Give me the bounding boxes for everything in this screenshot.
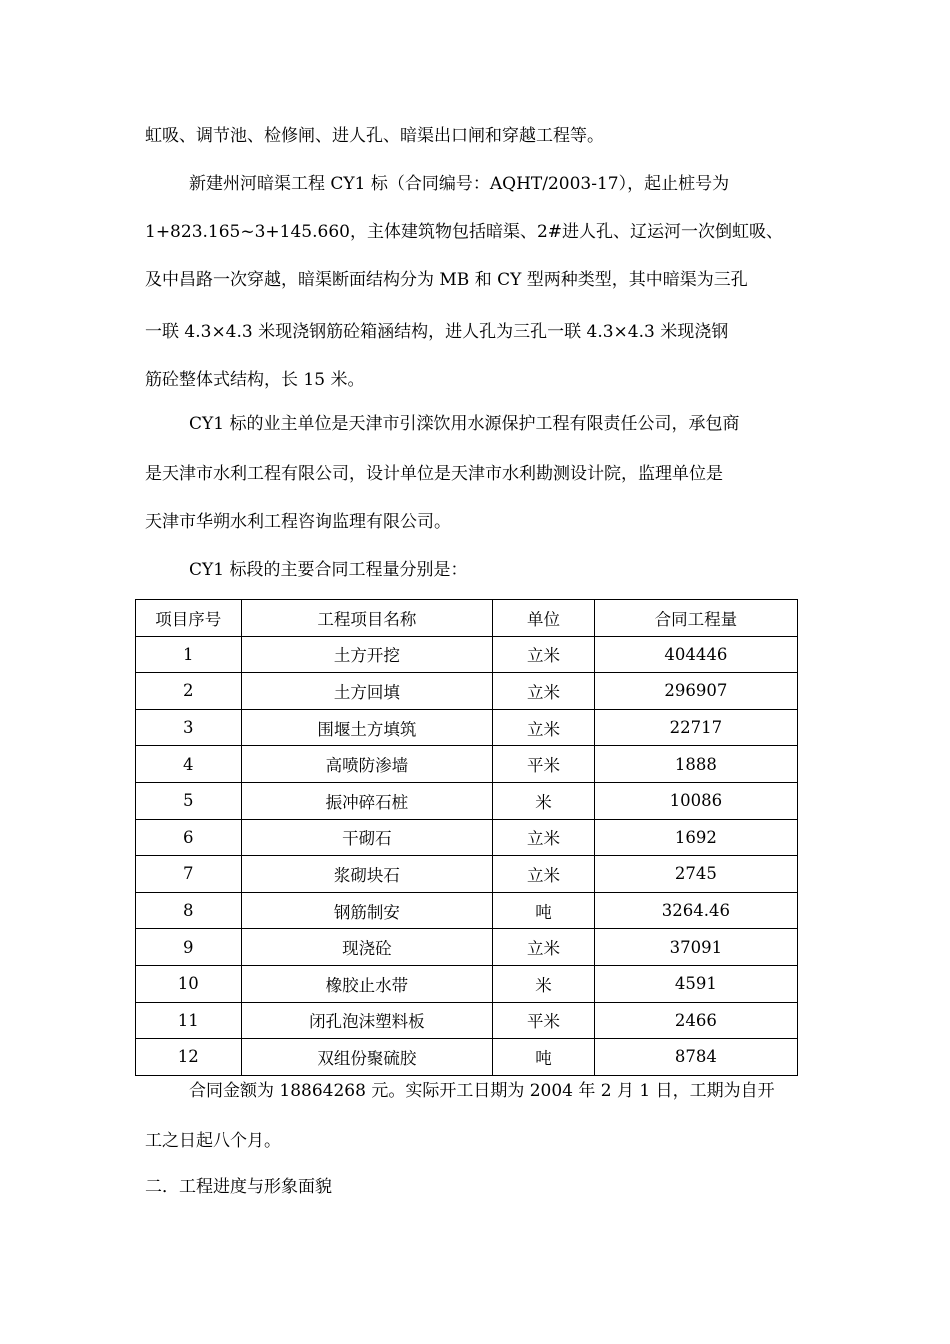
cell-unit: 平米	[493, 1002, 595, 1039]
paragraph-line: 虹吸、调节池、检修闸、进人孔、暗渠出口闸和穿越工程等。	[145, 126, 604, 146]
cell-item-no: 1	[136, 636, 242, 673]
cell-unit: 吨	[493, 1039, 595, 1076]
cell-item-no: 4	[136, 746, 242, 783]
cell-unit: 立米	[493, 636, 595, 673]
cell-item-no: 12	[136, 1039, 242, 1076]
paragraph-line: 合同金额为 18864268 元。实际开工日期为 2004 年 2 月 1 日，工期为自开	[189, 1081, 775, 1101]
paragraph-line: 1+823.165~3+145.660，主体建筑物包括暗渠、2#进人孔、辽运河一次倒虹吸、	[145, 222, 784, 242]
table-row	[136, 1002, 798, 1039]
header-item-name: 工程项目名称	[241, 600, 493, 637]
cell-unit: 平米	[493, 746, 595, 783]
cell-item-no: 7	[136, 856, 242, 893]
cell-item-name: 振冲碎石桩	[241, 782, 493, 819]
cell-item-name: 土方开挖	[241, 636, 493, 673]
cell-item-name: 闭孔泡沫塑料板	[241, 1002, 493, 1039]
cell-unit: 立米	[493, 856, 595, 893]
cell-item-name: 双组份聚硫胶	[241, 1039, 493, 1076]
cell-item-no: 2	[136, 673, 242, 710]
paragraph-line: 新建州河暗渠工程 CY1 标（合同编号：AQHT/2003-17），起止桩号为	[189, 174, 730, 194]
cell-unit: 立米	[493, 819, 595, 856]
table-row	[136, 965, 798, 1002]
paragraph-line: 一联 4.3×4.3 米现浇钢筋砼箱涵结构，进人孔为三孔一联 4.3×4.3 米现浇钢	[145, 322, 729, 342]
cell-quantity: 8784	[594, 1039, 797, 1076]
cell-unit: 米	[493, 782, 595, 819]
paragraph-line: 是天津市水利工程有限公司，设计单位是天津市水利勘测设计院，监理单位是	[145, 464, 723, 484]
table-row	[136, 819, 798, 856]
cell-item-no: 10	[136, 965, 242, 1002]
table-row	[136, 746, 798, 783]
cell-unit: 立米	[493, 709, 595, 746]
cell-item-no: 3	[136, 709, 242, 746]
cell-quantity: 404446	[594, 636, 797, 673]
table-header-row	[136, 600, 798, 637]
cell-quantity: 1888	[594, 746, 797, 783]
cell-item-no: 11	[136, 1002, 242, 1039]
table-row	[136, 709, 798, 746]
cell-unit: 吨	[493, 892, 595, 929]
header-item-no: 项目序号	[136, 600, 242, 637]
paragraph-line: 工之日起八个月。	[145, 1131, 281, 1151]
cell-quantity: 22717	[594, 709, 797, 746]
cell-item-name: 浆砌块石	[241, 856, 493, 893]
table-row	[136, 856, 798, 893]
header-unit: 单位	[493, 600, 595, 637]
table-row	[136, 636, 798, 673]
cell-item-no: 9	[136, 929, 242, 966]
cell-quantity: 4591	[594, 965, 797, 1002]
contract-quantity-table	[135, 599, 798, 1076]
cell-quantity: 2745	[594, 856, 797, 893]
cell-quantity: 3264.46	[594, 892, 797, 929]
cell-item-no: 5	[136, 782, 242, 819]
header-quantity: 合同工程量	[594, 600, 797, 637]
cell-unit: 米	[493, 965, 595, 1002]
cell-unit: 立米	[493, 673, 595, 710]
cell-unit: 立米	[493, 929, 595, 966]
table-row	[136, 673, 798, 710]
cell-item-name: 高喷防渗墙	[241, 746, 493, 783]
cell-item-name: 钢筋制安	[241, 892, 493, 929]
table-row	[136, 1039, 798, 1076]
cell-item-name: 土方回填	[241, 673, 493, 710]
cell-quantity: 2466	[594, 1002, 797, 1039]
section-heading: 二．工程进度与形象面貌	[145, 1177, 332, 1197]
cell-item-no: 6	[136, 819, 242, 856]
paragraph-line: 筋砼整体式结构，长 15 米。	[145, 370, 365, 390]
paragraph-line: 及中昌路一次穿越，暗渠断面结构分为 MB 和 CY 型两种类型，其中暗渠为三孔	[145, 270, 748, 290]
cell-quantity: 37091	[594, 929, 797, 966]
cell-quantity: 10086	[594, 782, 797, 819]
cell-item-name: 橡胶止水带	[241, 965, 493, 1002]
cell-quantity: 296907	[594, 673, 797, 710]
cell-item-no: 8	[136, 892, 242, 929]
cell-item-name: 现浇砼	[241, 929, 493, 966]
table-row	[136, 929, 798, 966]
cell-item-name: 干砌石	[241, 819, 493, 856]
paragraph-line: CY1 标的业主单位是天津市引滦饮用水源保护工程有限责任公司，承包商	[189, 414, 740, 434]
paragraph-line: 天津市华朔水利工程咨询监理有限公司。	[145, 512, 451, 532]
table-row	[136, 892, 798, 929]
cell-item-name: 围堰土方填筑	[241, 709, 493, 746]
paragraph-line: CY1 标段的主要合同工程量分别是：	[189, 560, 468, 580]
table-row	[136, 782, 798, 819]
cell-quantity: 1692	[594, 819, 797, 856]
